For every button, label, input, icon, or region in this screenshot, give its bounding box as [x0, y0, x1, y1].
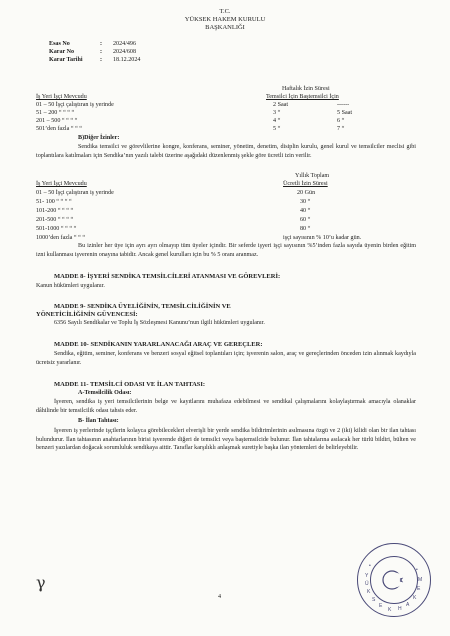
header-tc: T.C. [219, 8, 231, 15]
madde10-text: Sendika, eğitim, seminer, konferans ve benzeri sosyal eğitsel toplantıları için; işverenin salon, araç ve gereçlerinden önceden izin alınmak kaydıyla ücretsiz yararlanır. [36, 351, 416, 366]
header-institution: YÜKSEK HAKEM KURULU [184, 16, 266, 23]
svg-text:S: S [372, 597, 376, 603]
madde8-heading: MADDE 8- İŞYERİ SENDİKA TEMSİLCİLERİ ATANMASI VE GÖREVLERİ: [54, 273, 281, 280]
madde11-sub-b: B- İlan Tahtası: [78, 418, 119, 424]
table2-row-value: işçi sayısının % 10’u kadar gün. [283, 235, 362, 241]
table1-row-temsilci: 5 “ [273, 126, 281, 132]
madde11-text-a: İşveren, sendika iş yeri temsilcilerinin belge ve kayıtlarını muhafaza edebilmesi ve sendikal çalışmalarını kolaylaştırmak amacıyla olanaklar dâhilinde bir temsilcilik odası tahsis eder. [36, 399, 416, 414]
table1-left-head: İş Yeri İşçi Mevcudu [36, 94, 87, 100]
table2-top-head: Yıllık Toplam [295, 173, 330, 179]
svg-text:A: A [406, 602, 410, 608]
madde10-heading: MADDE 10- SENDİKANIN YARARLANACAĞI ARAÇ VE GEREÇLER: [54, 341, 263, 348]
svg-text:E: E [417, 586, 421, 592]
table1-row-temsilci: 3 “ [273, 110, 281, 116]
meta-sep: : [100, 49, 103, 55]
table1-row-bastemsilci: 5 Saat [337, 110, 353, 116]
svg-text:H: H [398, 606, 402, 612]
section-b-text: Sendika temsilci ve görevlilerine kongre, konferans, seminer, yönetim, denetim, disiplin kurulu, genel kurul ve temsilciler meclisi gibi toplantılara katılmaları için Sendika’nın yazılı talebi üzerine aşağıdaki düzenlenmiş şekle göre ücretli izin verilir. [36, 144, 416, 159]
table1-row-bastemsilci: 6 “ [337, 118, 345, 124]
table2-row-value: 20 Gün [297, 190, 316, 196]
table2-row-label: 51- 100 “ “ “ “ [36, 199, 72, 205]
table2-row-label: 501-1000 “ “ “ “ [36, 226, 77, 232]
table2-row-value: 60 “ [300, 217, 311, 223]
table2-row-value: 30 “ [300, 199, 311, 205]
svg-text:M: M [418, 577, 423, 583]
table2-row-value: 80 “ [300, 226, 311, 232]
table2-row-label: 201-500 “ “ “ “ [36, 217, 74, 223]
svg-text:K: K [413, 595, 417, 601]
svg-text:Y: Y [365, 573, 369, 579]
table1-top-head: Haftalık İzin Süresi [282, 86, 330, 92]
madde9-heading-cont: YÖNETİCİLİĞİNİN GÜVENCESİ: [36, 311, 138, 318]
table2-note: Bu izinler her üye için ayrı ayrı olmayıp tüm üyeler içindir. Bir seferde işyeri işçi sayısının %5’inden fazla sayıda üyenin birden eğitim izni kullanması işverenin onayına tabidir. Ancak genel kurulları için bu % 5 oranı aranmaz. [36, 243, 416, 258]
karar-label: Karar No [49, 49, 75, 55]
svg-text:E: E [379, 603, 383, 609]
header-presidency: BAŞKANLIĞI [205, 24, 245, 31]
table2-right-head: Ücretli İzin Süresi [283, 181, 328, 187]
table1-row-bastemsilci: 7 “ [337, 126, 345, 132]
table1-row-temsilci: 4 “ [273, 118, 281, 124]
madde11-sub-a: A-Temsilcilik Odası: [78, 390, 132, 396]
esas-value: 2024/496 [113, 41, 137, 47]
section-b-heading: B)Diğer İzinler: [78, 135, 120, 141]
meta-sep: : [100, 57, 103, 63]
table1-row-bastemsilci: ------ [337, 102, 350, 108]
page-number: 4 [218, 594, 222, 600]
table2-row-label: 1000’den fazla “ “ “ [36, 235, 86, 241]
table1-row-label: 01 – 50 İşçi çalıştıran iş yerinde [36, 102, 114, 108]
table2-row-label: 101-200 “ “ “ “ [36, 208, 74, 214]
table2-row-value: 40 “ [300, 208, 311, 214]
madde8-text: Kanun hükümleri uygulanır. [36, 283, 105, 289]
svg-text:Ü: Ü [365, 581, 369, 587]
meta-sep: : [100, 41, 103, 47]
svg-text:K: K [388, 607, 392, 613]
karar-value: 2024/608 [113, 49, 137, 55]
table2-left-head: İş Yeri İşçi Mevcudu [36, 181, 87, 187]
handwritten-mark: γ [36, 573, 46, 592]
svg-text:K: K [367, 589, 371, 595]
madde11-heading: MADDE 11- TEMSİLCİ ODASI VE İLAN TAHTASI: [54, 381, 206, 388]
svg-text:•: • [416, 567, 418, 573]
table1-row-temsilci: 2 Saat [273, 102, 289, 108]
table2-row-label: 01 – 50 İşçi çalıştıran iş yerinde [36, 190, 114, 196]
madde11-text-b: İşveren iş yerlerinde işçilerin kolayca görebilecekleri elverişli bir yerde sendika bildirimlerinin asılmasına özgü ve 2 (iki) kilidi olan bir ilan tahtası bulundurur. İlan tahtasının anahtarlarının birisi işverende diğeri de temsilci veya baştemsilcide bulunur. İlan tahtalarına asılacak her türlü bildiri, bülten ve benzeri yazılardan doğacak sorumluluk sendikaya aittir. Taraflar karşılıklı anlaşmak suretiyle başka ilan yöntemleri de belirleyebilir. [36, 428, 416, 452]
tarih-label: Karar Tarihi [49, 57, 83, 63]
madde9-heading: MADDE 9- SENDİKA ÜYELİĞİNİN, TEMSİLCİLİĞİNİN VE [54, 303, 231, 310]
table1-row-label: 501’den fazla “ “ “ [36, 126, 83, 132]
svg-text:•: • [369, 563, 371, 569]
crescent-star-seal-icon [357, 543, 431, 617]
tarih-value: 18.12.2024 [113, 57, 141, 63]
madde9-text: 6356 Sayılı Sendikalar ve Toplu İş Sözleşmesi Kanunu’nun ilgili hükümleri uygulanır. [54, 320, 265, 326]
table1-row-label: 201 – 500 “ “ “ “ [36, 118, 78, 124]
esas-label: Esas No [49, 41, 70, 47]
table1-mid-head: Temsilci İçin Baştemsilci İçin [266, 94, 339, 100]
table1-row-label: 51 – 200 “ “ “ “ [36, 110, 75, 116]
